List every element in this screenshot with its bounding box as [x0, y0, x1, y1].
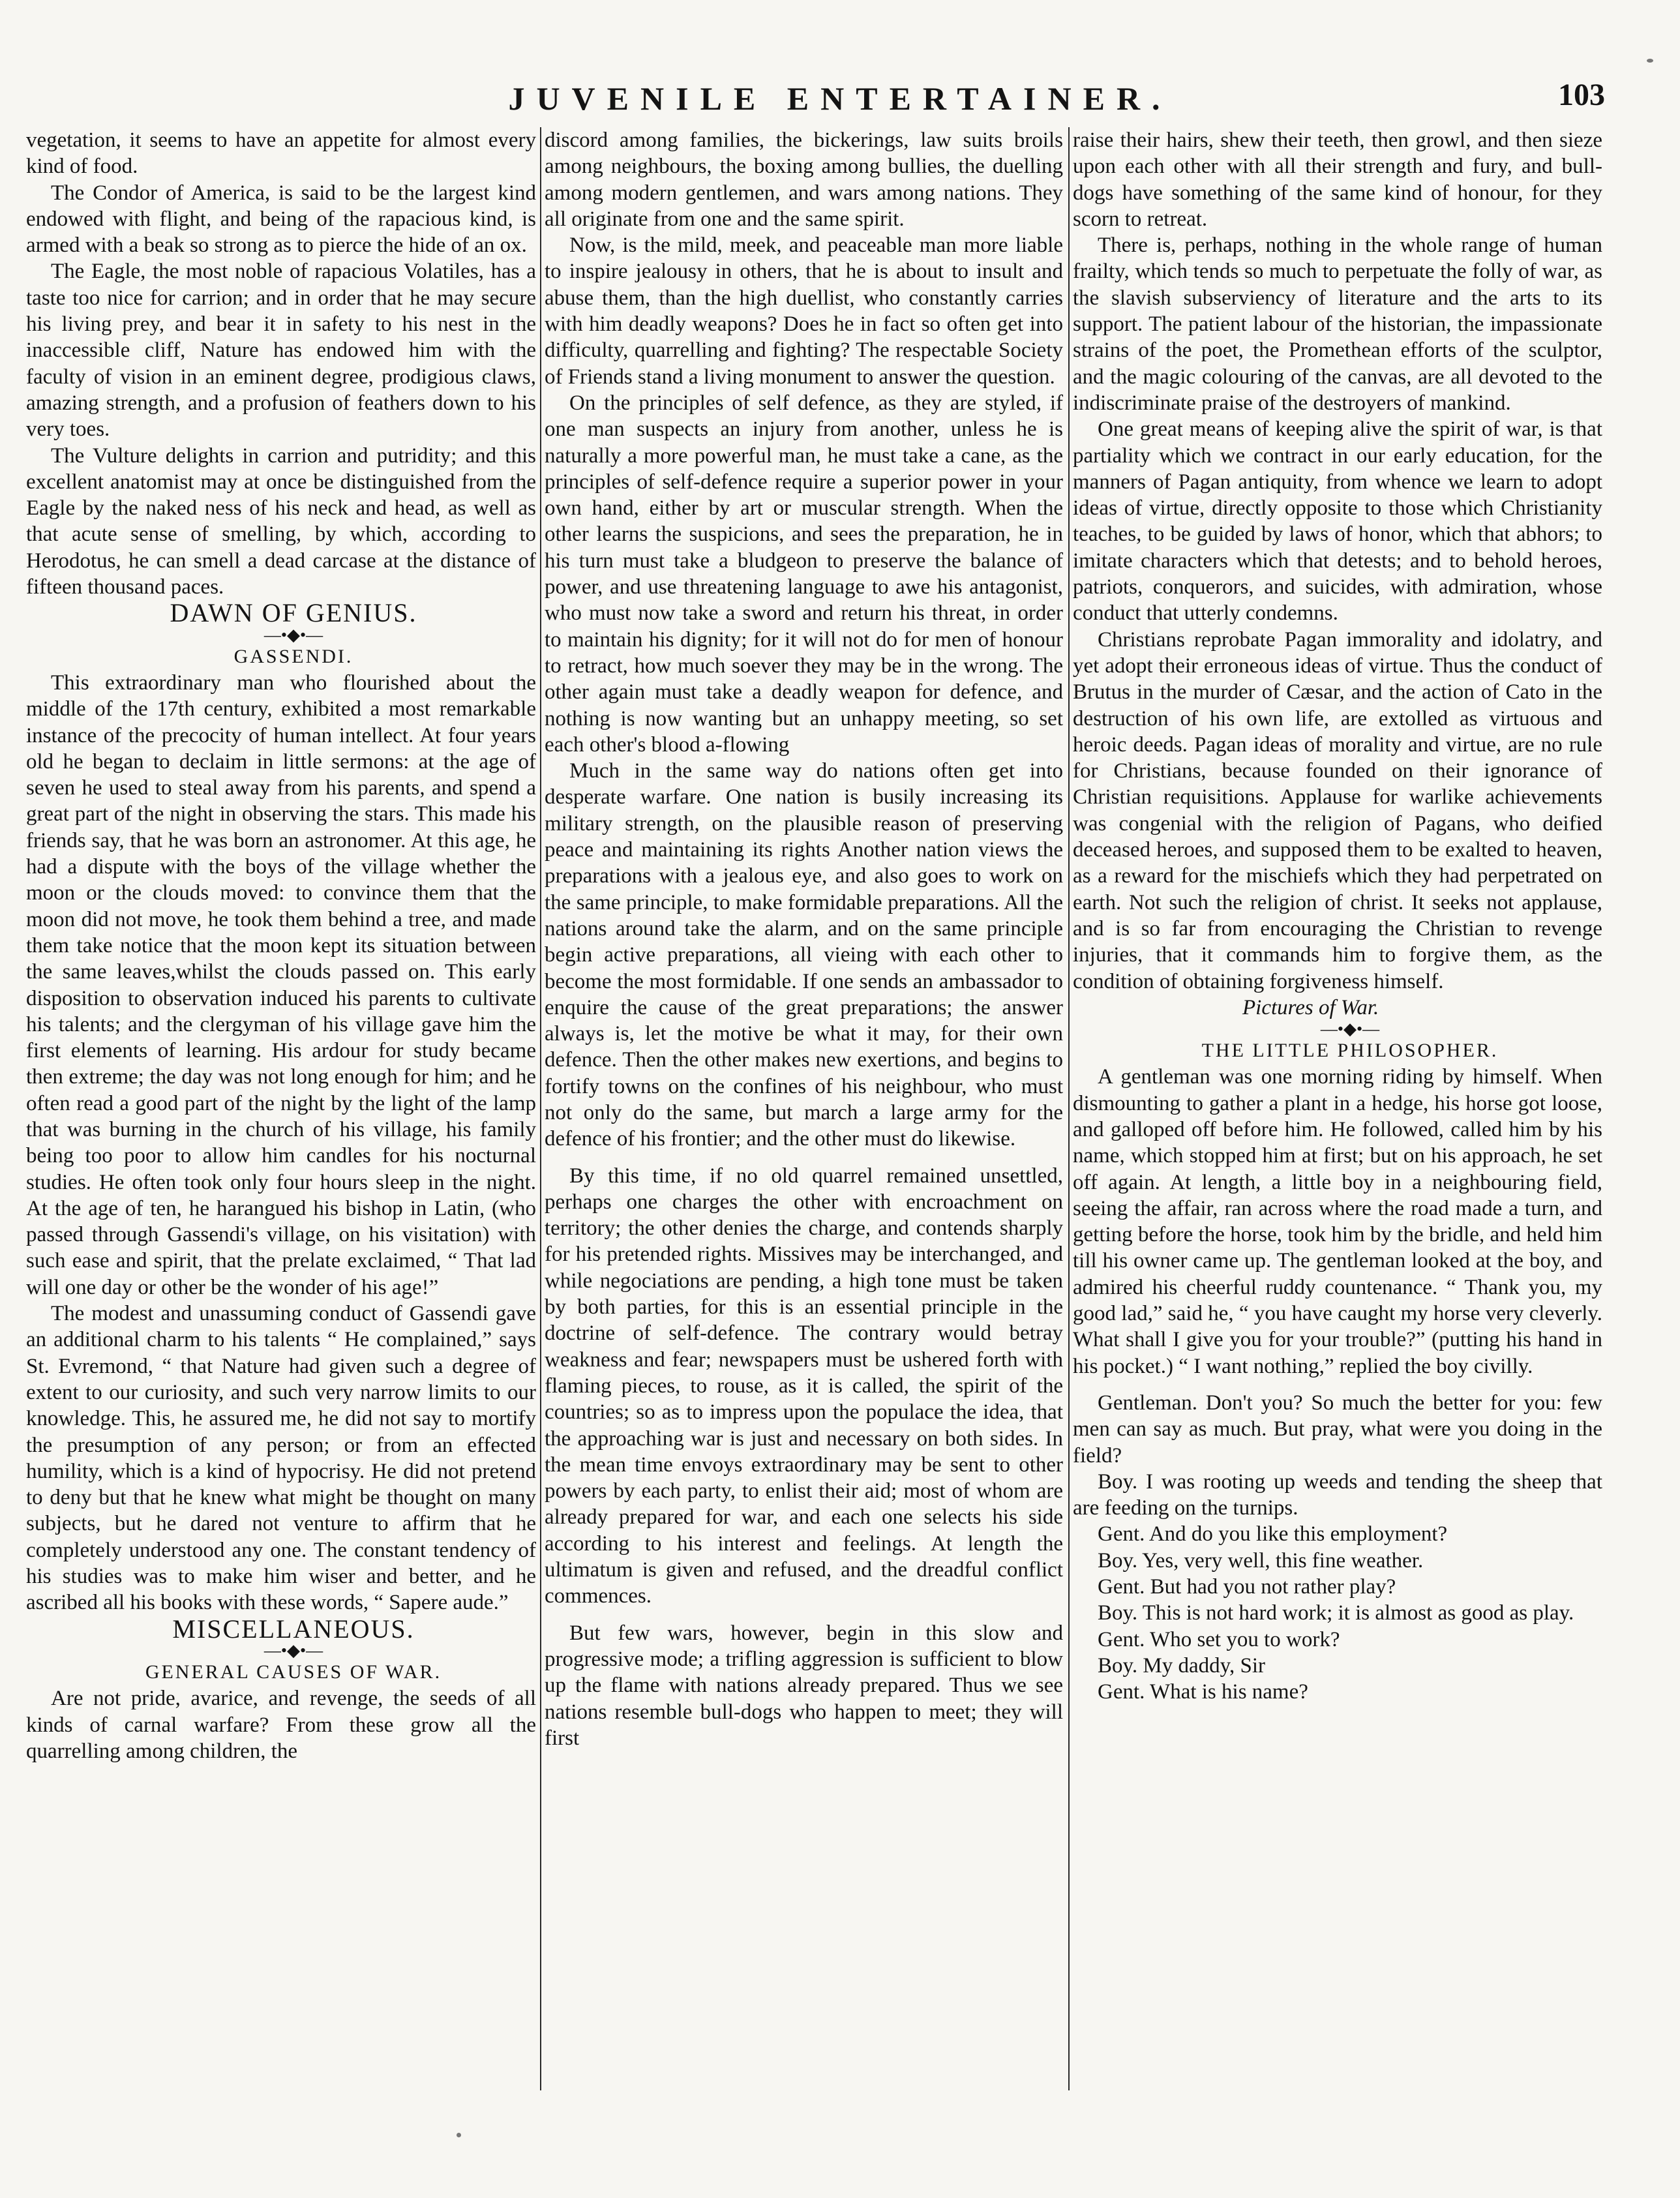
- paragraph: On the principles of self defence, as they are styled, if one man suspects an injury from another, unless he is naturally a more powerful man, he must take a cane, as the principles of self-defence require a superior power in your own hand, either by art or muscular strength. When the other learns the suspicions, and sees the preparation, he in his turn must take a bludgeon to preserve the balance of power, and use threatening language to awe his antagonist, who must now take a sword and return his threat, in order to maintain his dignity; for it will not do for men of honour to retract, how much soever they may be in the wrong. The other again must take a deadly weapon for defence, and nothing is now wanting but an unhappy meeting, so set each other's blood a-flowing: [545, 391, 1063, 757]
- paragraph: The Eagle, the most noble of rapacious Volatiles, has a taste too nice for carrion; and in order that he may secure his living prey, and bear it in safety to his nest in the inaccessible cliff, Nature has endowed him with the faculty of vision in an eminent degree, prodigious claws, amazing strength, and a profusion of feathers down to his very toes.: [26, 260, 536, 442]
- paragraph: vegetation, it seems to have an appetite for almost every kind of food.: [26, 128, 536, 179]
- dialogue-line: Gent. What is his name?: [1098, 1680, 1308, 1704]
- paragraph: A gentleman was one morning riding by himself. When dismounting to gather a plant in a hedge, his horse got loose, and galloped off before him. He followed, called him by his name, which stopped him at first; but on his approach, he set off again. At length, a little boy in a neighbouring field, seeing the affair, ran across where the road made a turn, and getting before the horse, took him by the bridle, and held him till his owner came up. The gentleman looked at the boy, and admired his cheerful ruddy countenance. “ Thank you, my good lad,” said he, “ you have caught my horse very cleverly. What shall I give you for your trouble?” (putting his hand in his pocket.) “ I want nothing,” replied the boy civilly.: [1073, 1065, 1602, 1378]
- dialogue-line: Boy. My daddy, Sir: [1098, 1653, 1265, 1678]
- section-title: DAWN OF GENIUS.: [170, 598, 417, 628]
- ornament-icon: —•◆•—: [1320, 1019, 1380, 1039]
- column-rule: [1068, 127, 1070, 2090]
- section-title: THE LITTLE PHILOSOPHER.: [1201, 1040, 1499, 1062]
- dialogue-line: Boy. This is not hard work; it is almost as good as play.: [1098, 1601, 1574, 1625]
- paragraph: Christians reprobate Pagan immorality and idolatry, and yet adopt their erroneous ideas of virtue. Thus the conduct of Brutus in the murder of Cæsar, and the action of Cato in the destruction of his own life, are extolled as virtuous and heroic deeds. Pagan ideas of morality and virtue, are no rule for Christians, because founded on their ignorance of Christian requisitions. Applause for warlike achievements was congenial with the religion of Pagans, who deified deceased heroes, and supposed them to be exalted to heaven, as a reward for the mischiefs which they had perpetrated on earth. Not such the religion of christ. It seeks not applause, and is so far from encouraging the Christian to revenge injuries, that it commands him to forgive them, as the condition of obtaining forgiveness himself.: [1073, 627, 1602, 993]
- column-1: [26, 127, 536, 2110]
- section-title: MISCELLANEOUS.: [172, 1614, 415, 1644]
- paragraph: There is, perhaps, nothing in the whole range of human frailty, which tends so much to perpetuate the folly of war, as the slavish subserviency of literature and the arts to its support. The patient labour of the historian, the impassionate strains of the poet, the Promethean efforts of the sculptor, and the magic colouring of the canvas, are all devoted to the indiscriminate praise of the destroyers of mankind.: [1073, 233, 1602, 415]
- dialogue-line: Boy. I was rooting up weeds and tending the sheep that are feeding on the turnips.: [1073, 1469, 1602, 1520]
- paragraph: One great means of keeping alive the spirit of war, is that partiality which we contract in our early education, for the manners of Pagan antiquity, from whence we learn to adopt ideas of virtue, directly opposite to those which Christianity teaches, to be guided by laws of honor, which that abhors; to imitate characters which that detests; and to behold heroes, patriots, conquerors, and suicides, with admiration, whose conduct that utterly condemns.: [1073, 417, 1602, 625]
- paragraph: But few wars, however, begin in this slow and progressive mode; a trifling aggression is sufficient to blow up the flame with nations already prepared. Thus we see nations resemble bull-dogs who happen to meet; they will first: [545, 1621, 1063, 1750]
- column-rule: [540, 127, 541, 2090]
- dialogue-line: Gentleman. Don't you? So much the better for you: few men can say as much. But pray, what were you doing in the field?: [1073, 1391, 1602, 1468]
- column-2: [545, 127, 1063, 2110]
- dialogue-line: Gent. And do you like this employment?: [1098, 1522, 1448, 1546]
- paragraph: discord among families, the bickerings, law suits broils among neighbours, the boxing among bullies, the duelling among modern gentlemen, and wars among nations. They all originate from one and the same spirit.: [545, 128, 1063, 231]
- paragraph: Much in the same way do nations often get into desperate warfare. One nation is busily increasing its military strength, on the plausible reason of preserving peace and maintaining its rights Another nation views the preparations with a jealous eye, and also goes to work on the same principle, to make formidable preparations. All the nations around take the alarm, and on the same principle begin active preparations, all vieing with each other to become the most formidable. If one sends an ambassador to enquire the cause of the great preparations; the answer always is, let the motive be what it may, for their own defence. Then the other makes new exertions, and begins to fortify towns on the confines of his neighbour, who must not only do the same, but march a large army for the defence of his frontier; and the other must do likewise.: [545, 759, 1063, 1151]
- dialogue-line: Gent. Who set you to work?: [1098, 1627, 1340, 1651]
- source-attribution: Pictures of War.: [1242, 995, 1379, 1019]
- paragraph: Now, is the mild, meek, and peaceable man more liable to inspire jealousy in others, that he is about to insult and abuse them, than the high duellist, who constantly carries with him deadly weapons? Does he in fact so often get into difficulty, quarrelling and fighting? The respectable Society of Friends stand a living monument to answer the question.: [545, 233, 1063, 389]
- paragraph: The Condor of America, is said to be the largest kind endowed with flight, and being of the rapacious kind, is armed with a beak so strong as to pierce the hide of an ox.: [26, 181, 536, 258]
- paragraph: By this time, if no old quarrel remained unsettled, perhaps one charges the other with encroachment on territory; the other denies the charge, and contends sharply for his pretended rights. Missives may be interchanged, and while negociations are pending, a high tone must be taken by both parties, for this is an essential principle in the doctrine of self-defence. The contrary would betray weakness and fear; newspapers must be ushered forth with flaming pieces, to rouse, as it is called, the spirit of the countries; so as to impress upon the populace the idea, that the approaching war is just and necessary on both sides. In the mean time envoys extraordinary may be sent to other powers by each party, to enlist their aid; most of whom are already prepared for war, and each one selects his side according to his interest and feelings. At length the ultimatum is given and refused, and the dreadful conflict commences.: [545, 1164, 1063, 1608]
- paragraph: This extraordinary man who flourished about the middle of the 17th century, exhibited a most remarkable instance of the precocity of human intellect. At four years old he began to declaim in little sermons: at the age of seven he used to steal away from his parents, and spend a great part of the night in observing the stars. This made his friends say, that he was born an astronomer. At this age, he had a dispute with the boys of the village whether the moon or the clouds moved: to convince them that the moon did not move, he took them behind a tree, and made them take notice that the moon kept its situation between the same leaves,whilst the clouds passed on. This early disposition to observation induced his parents to cultivate his talents; and the clergyman of his village gave him the first elements of learning. His ardour for study became then extreme; the day was not long enough for him; and he often read a good part of the night by the light of the lamp that was burning in the church of his village, his family being too poor to allow him candles for his nocturnal studies. He often took only four hours sleep in the night. At the age of ten, he harangued his bishop in Latin, (who passed through Gassendi's village, on his visitation) with such ease and spirit, that the prelate exclaimed, “ That lad will one day or other be the wonder of his age!”: [26, 670, 536, 1299]
- paragraph: raise their hairs, shew their teeth, then growl, and then sieze upon each other with all their strength and fury, and bull-dogs have something of the same kind of honour, for they scorn to retreat.: [1073, 128, 1602, 231]
- paragraph: The modest and unassuming conduct of Gassendi gave an additional charm to his talents “ He complained,” says St. Evremond, “ that Nature had given such a degree of extent to our curiosity, and such very narrow limits to our knowledge. This, he assured me, he did not say to mortify the presumption of any person; or from an effected humility, which is a kind of hypocrisy. He did not pretend to deny but that he knew what might be thought on many subjects, but he dared not venture to affirm that he completely understood any one. The constant tendency of his studies was to make him wiser and better, and he ascribed all his books with these words, “ Sapere aude.”: [26, 1302, 536, 1615]
- page-number: 103: [1558, 78, 1605, 112]
- dialogue-line: Gent. But had you not rather play?: [1098, 1575, 1396, 1599]
- section-subtitle: GENERAL CAUSES OF WAR.: [145, 1661, 442, 1683]
- ink-speck: [1647, 59, 1653, 63]
- paragraph: Are not pride, avarice, and revenge, the seeds of all kinds of carnal warfare? From these grow all the quarrelling among children, the: [26, 1687, 536, 1763]
- ornament-icon: —•◆•—: [263, 1640, 323, 1660]
- ornament-icon: —•◆•—: [263, 625, 323, 644]
- paragraph: The Vulture delights in carrion and putridity; and this excellent anatomist may at once be distinguished from the Eagle by the naked ness of his neck and head, as well as that acute sense of smelling, by which, according to Herodotus, he can smell a dead carcase at the distance of fifteen thousand paces.: [26, 444, 536, 599]
- running-head: JUVENILE ENTERTAINER.: [508, 80, 1172, 117]
- ink-speck: [457, 2133, 461, 2137]
- section-subtitle: GASSENDI.: [233, 645, 353, 667]
- dialogue-line: Boy. Yes, very well, this fine weather.: [1098, 1548, 1424, 1573]
- column-3: [1073, 127, 1602, 2110]
